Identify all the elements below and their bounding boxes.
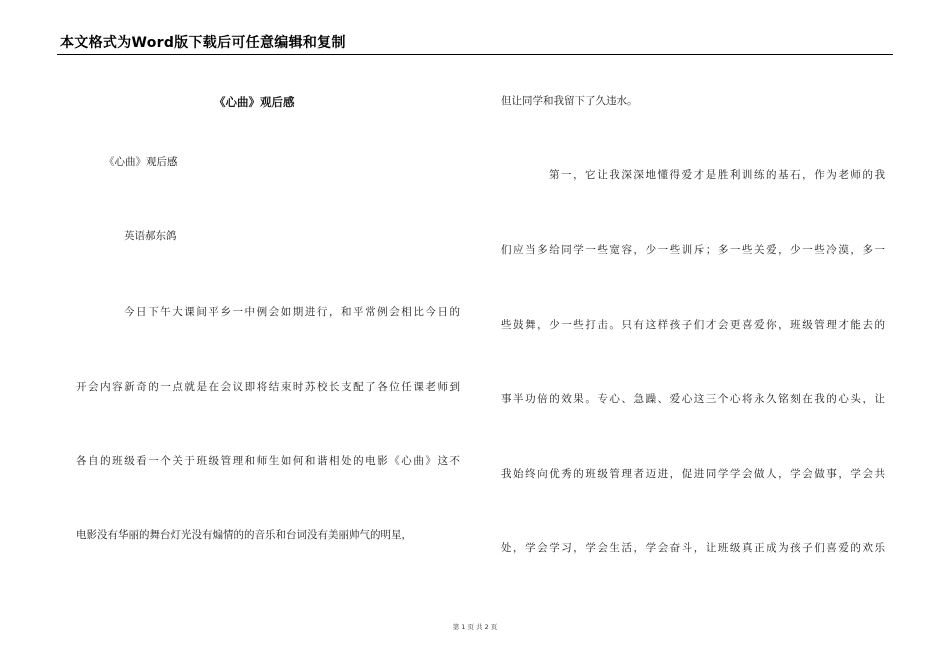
paragraph-line: 各自的班级看一个关于班级管理和师生如何和谐相处的电影《心曲》这不 [76, 455, 460, 467]
page-number: 第 1 页 共 2 页 [452, 623, 498, 631]
paragraph-line: 们应当多给同学一些宽容，少一些训斥；多一些关爱，少一些冷漠，多一 [501, 244, 885, 256]
paragraph-line: 处，学会学习，学会生活，学会奋斗，让班级真正成为孩子们喜爱的欢乐 [501, 542, 885, 554]
right-column [501, 0, 887, 672]
document-title: 《心曲》观后感 [214, 95, 295, 109]
paragraph-line: 些鼓舞，少一些打击。只有这样孩子们才会更喜爱你，班级管理才能去的 [501, 319, 885, 331]
paragraph-line: 第一，它让我深深地懂得爱才是胜利训练的基石，作为老师的我 [549, 169, 885, 181]
paragraph-line: 开会内容新奇的一点就是在会议即将结束时苏校长支配了各位任课老师到 [76, 381, 460, 393]
paragraph-line: 事半功倍的效果。专心、急躁、爱心这三个心将永久铭刻在我的心头，让 [501, 393, 885, 405]
paragraph-line: 但让同学和我留下了久违水。 [501, 95, 638, 107]
article-subtitle: 《心曲》观后感 [104, 156, 178, 168]
document-banner: 本文格式为Word版下载后可任意编辑和复制 [60, 35, 346, 51]
author-line: 英语郝东鸽 [124, 230, 177, 242]
paragraph-line: 今日下午大课间平乡一中例会如期进行，和平常例会相比今日的 [124, 306, 460, 318]
left-column [76, 0, 466, 672]
paragraph-line: 我始终向优秀的班级管理者迈进，促进同学学会做人，学会做事，学会共 [501, 468, 885, 480]
paragraph-line: 电影没有华丽的舞台灯光没有煽情的的音乐和台词没有美丽帅气的明星， [76, 529, 412, 541]
